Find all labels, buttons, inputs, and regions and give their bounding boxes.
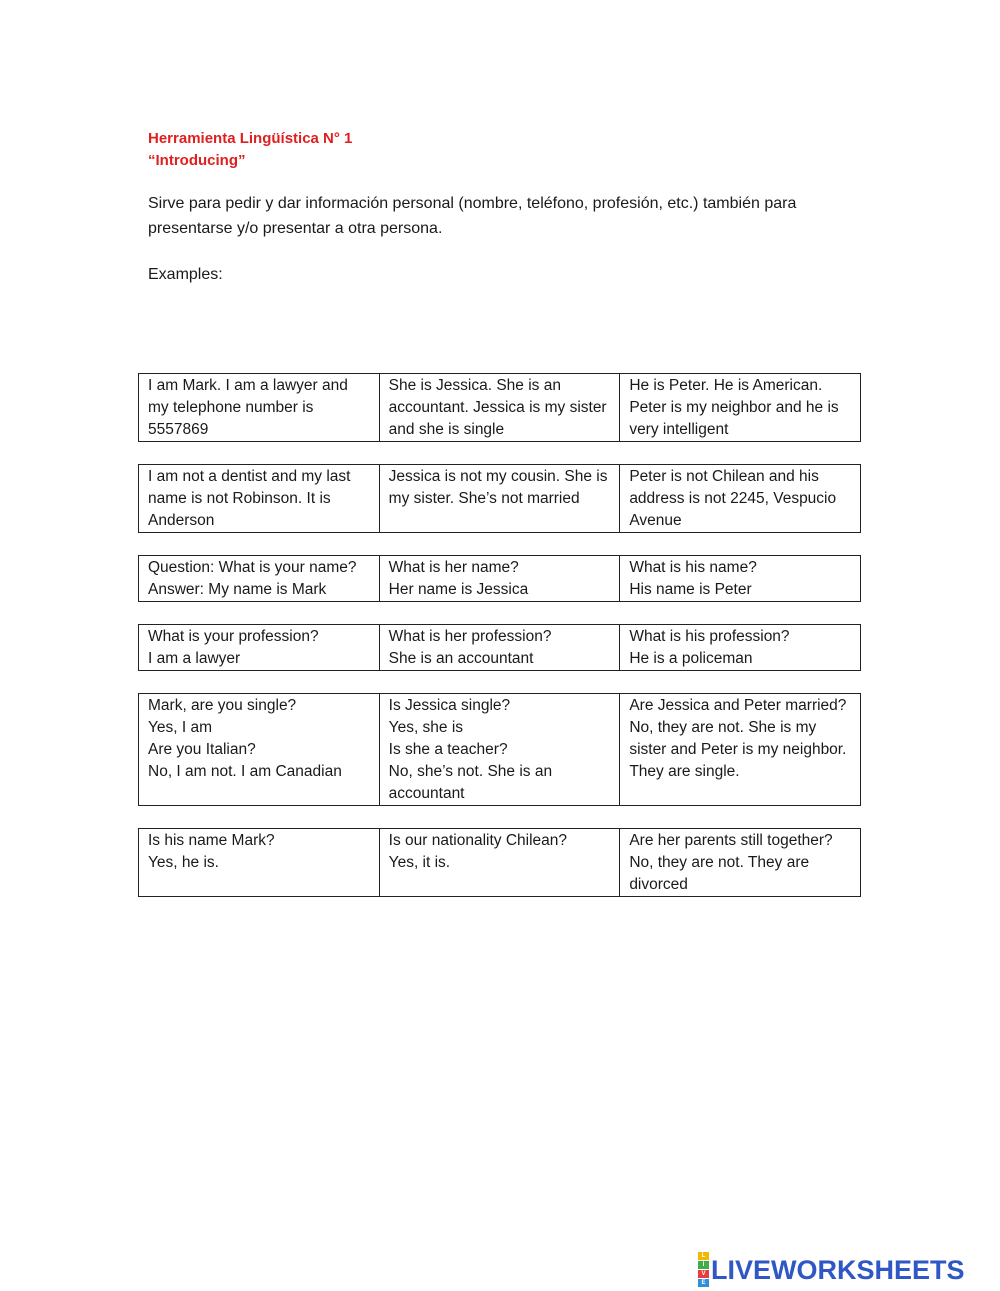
- cell-line: Are her parents still together?: [629, 832, 833, 849]
- cell-line: Yes, I am: [148, 719, 213, 736]
- table-cell: [379, 556, 620, 602]
- cell-line: Peter is not Chilean and his address is not 2245, Vespucio Avenue: [629, 468, 840, 529]
- cell-line: Are you Italian?: [148, 741, 256, 758]
- table-cell: [139, 465, 380, 533]
- table-row: [139, 694, 861, 806]
- page-subtitle: “Introducing”: [148, 152, 246, 169]
- cell-line: Yes, he is.: [148, 854, 219, 871]
- cell-line: I am Mark. I am a lawyer and my telephone number is 5557869: [148, 377, 353, 438]
- examples-label: Examples:: [148, 266, 223, 283]
- cell-line: Yes, she is: [388, 719, 464, 736]
- cell-line: Are Jessica and Peter married?: [629, 697, 847, 714]
- cell-line: No, she’s not. She is an accountant: [388, 763, 557, 802]
- table-cell: [379, 829, 620, 897]
- cell-line: He is Peter. He is American. Peter is my neighbor and he is very intelligent: [629, 377, 843, 438]
- table-cell: [379, 694, 620, 806]
- cell-line: Is she a teacher?: [388, 741, 508, 758]
- table-row: [139, 625, 861, 671]
- table-cell: [620, 625, 861, 671]
- cell-line: Answer: My name is Mark: [148, 581, 327, 598]
- logo-text: LIVEWORKSHEETS: [711, 1254, 965, 1285]
- cell-line: What is his name?: [629, 559, 757, 576]
- cell-line: No, they are not. She is my sister and Peter is my neighbor. They are single.: [629, 719, 851, 780]
- cell-line: Is our nationality Chilean?: [388, 832, 568, 849]
- heading: [148, 128, 352, 172]
- example-table: [138, 464, 861, 533]
- cell-line: Yes, it is.: [388, 854, 451, 871]
- table-cell: [139, 829, 380, 897]
- logo-blocks-icon: [698, 1252, 709, 1288]
- cell-line: He is a policeman: [629, 650, 753, 667]
- cell-line: Is Jessica single?: [388, 697, 511, 714]
- table-cell: [379, 374, 620, 442]
- cell-line: No, they are not. They are divorced: [629, 854, 814, 893]
- cell-line: Jessica is not my cousin. She is my sister. She’s not married: [388, 468, 612, 507]
- table-cell: [139, 556, 380, 602]
- cell-line: No, I am not. I am Canadian: [148, 763, 342, 780]
- cell-line: What is her name?: [388, 559, 519, 576]
- cell-line: Question: What is your name?: [148, 559, 357, 576]
- cell-line: Her name is Jessica: [388, 581, 529, 598]
- example-table: [138, 828, 861, 897]
- logo-block: L: [698, 1252, 709, 1260]
- table-row: [139, 374, 861, 442]
- example-table: [138, 624, 861, 671]
- table-cell: [620, 465, 861, 533]
- cell-line: She is Jessica. She is an accountant. Jessica is my sister and she is single: [388, 377, 611, 438]
- liveworksheets-logo: [698, 1255, 965, 1285]
- page-title: Herramienta Lingüística N° 1: [148, 130, 353, 147]
- cell-line: Mark, are you single?: [148, 697, 297, 714]
- logo-block: E: [698, 1279, 709, 1287]
- cell-line: I am a lawyer: [148, 650, 241, 667]
- table-cell: [620, 556, 861, 602]
- table-cell: [139, 374, 380, 442]
- example-table: [138, 693, 861, 806]
- table-row: [139, 556, 861, 602]
- table-cell: [139, 625, 380, 671]
- table-row: [139, 829, 861, 897]
- example-tables: [138, 373, 861, 919]
- cell-line: She is an accountant: [388, 650, 534, 667]
- table-cell: [379, 465, 620, 533]
- logo-block: I: [698, 1261, 709, 1269]
- table-row: [139, 465, 861, 533]
- example-table: [138, 373, 861, 442]
- table-cell: [620, 829, 861, 897]
- cell-line: His name is Peter: [629, 581, 752, 598]
- intro-paragraph: Sirve para pedir y dar información personal (nombre, teléfono, profesión, etc.) también para presentarse y/o presentar a otra persona.: [148, 195, 797, 237]
- table-cell: [379, 625, 620, 671]
- table-cell: [139, 694, 380, 806]
- example-table: [138, 555, 861, 602]
- table-cell: [620, 374, 861, 442]
- cell-line: What is his profession?: [629, 628, 790, 645]
- table-cell: [620, 694, 861, 806]
- cell-line: I am not a dentist and my last name is not Robinson. It is Anderson: [148, 468, 355, 529]
- cell-line: What is your profession?: [148, 628, 319, 645]
- logo-block: V: [698, 1270, 709, 1278]
- cell-line: What is her profession?: [388, 628, 552, 645]
- cell-line: Is his name Mark?: [148, 832, 275, 849]
